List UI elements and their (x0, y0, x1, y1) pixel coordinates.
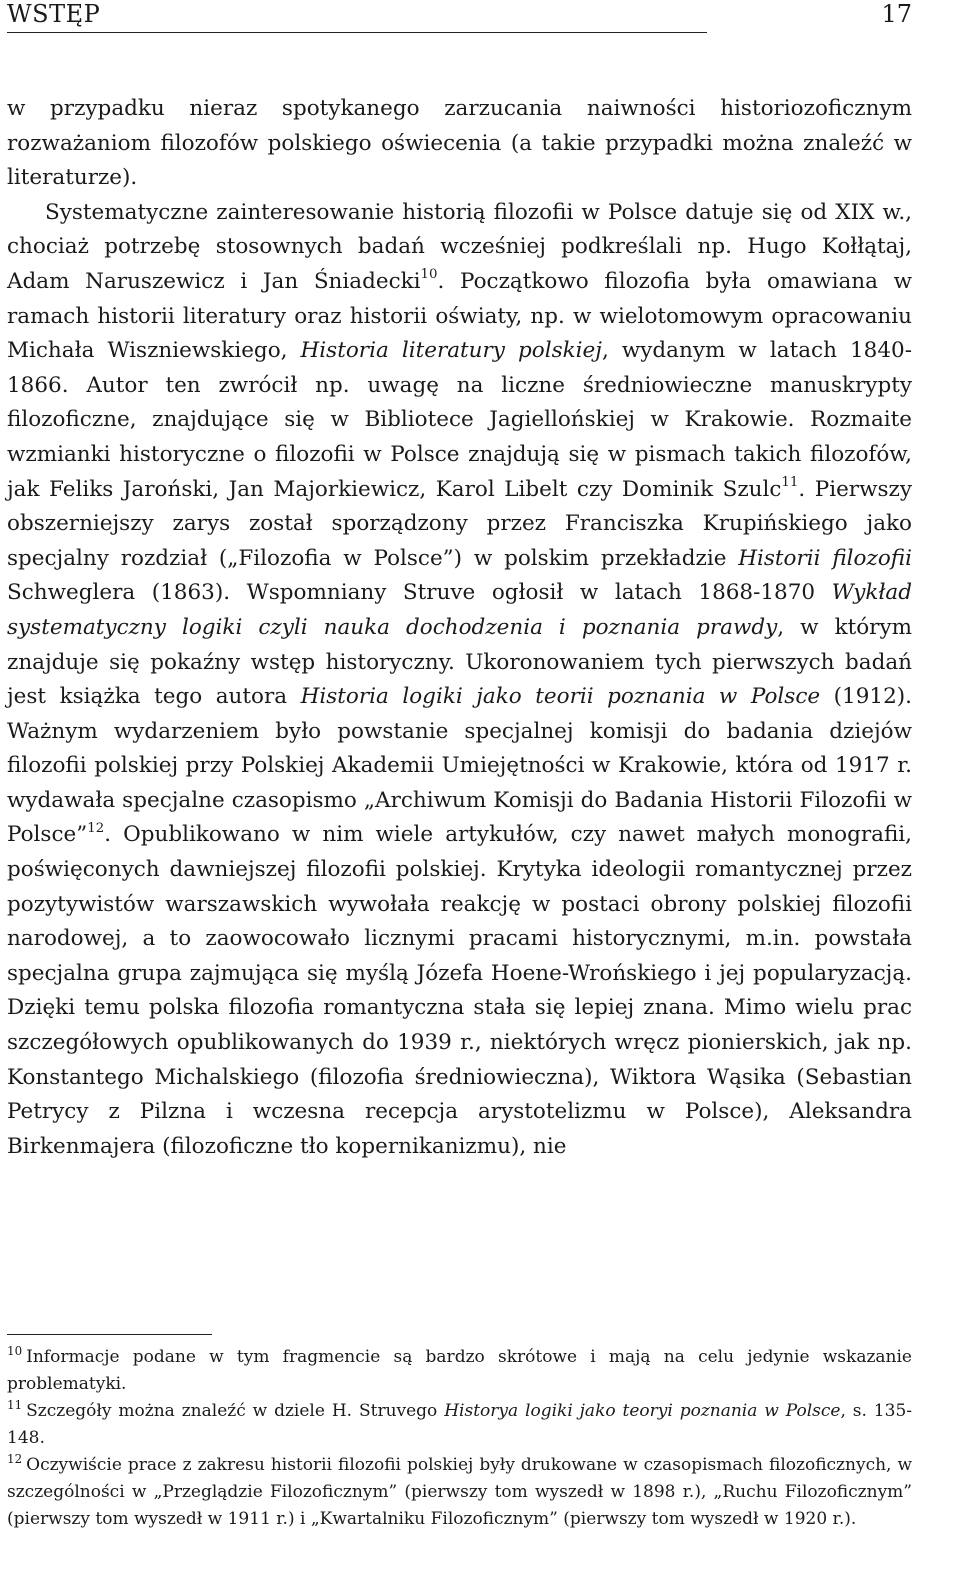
footnote-10-text: Informacje podane w tym fragmencie są bardzo skrótowe i mają na celu jedynie wskazanie problematyki. (7, 1347, 912, 1394)
footnote-12-text: Oczywiście prace z zakresu historii filozofii polskiej były drukowane w czasopismach filozoficznych, w szczególności w „Przeglądzie Filozoficznym” (pierwszy tom wyszedł w 1898 r.), „Ruchu Filozoficznym” (pierwszy tom wyszedł w 1911 r.) i „Kwartalniku Filozoficznym” (pierwszy tom wyszedł w 1920 r.). (7, 1455, 912, 1529)
footnote-11-title: Historya logiki jako teoryi poznania w Polsce (444, 1401, 841, 1421)
footnote-ref-11[interactable]: 11 (781, 475, 799, 491)
paragraph-2-text-2: . Początkowo filozofia była omawiana w ramach historii literatury oraz historii oświaty, np. w wielotomowym opracowaniu Michała Wiszniewskiego, (7, 268, 913, 364)
paragraph-1-text: w przypadku nieraz spotykanego zarzucania naiwności historiozoficznym rozważaniom filozofów polskiego oświecenia (a takie przypadki można znaleźć w literaturze). (7, 96, 912, 191)
header-rule (7, 32, 707, 33)
paragraph-2-text-7: (1912). Ważnym wydarzeniem było powstanie specjalnej komisji do badania dziejów filozofii polskiej przy Polskiej Akademii Umiejętności w Krakowie, która od 1917 r. wydawała specjalne czasopismo „Archiwum Komisji do Badania Historii Filozofii w Polsce” (7, 684, 912, 848)
paragraph-2-text-8: . Opublikowano w nim wiele artykułów, czy nawet małych monografii, poświęconych dawniejszej filozofii polskiej. Krytyka ideologii romantycznej przez pozytywistów warszawskich wywołała reakcję w postaci obrony polskiej filozofii narodowej, a to zaowocowało licznymi pracami historycznymi, m.in. powstała specjalna grupa zajmująca się myślą Józefa Hoene-Wrońskiego i jej popularyzacją. Dzięki temu polska filozofia romantyczna stała się lepiej znana. Mimo wielu prac szczegółowych opublikowanych do 1939 r., niektórych wręcz pionierskich, jak np. Konstantego Michalskiego (filozofia średniowieczna), Wiktora Wąsika (Sebastian Petrycy z Pilzna i wczesna recepcja arystotelizmu w Polsce), Aleksandra Birkenmajera (filozoficzne tło kopernikanizmu), nie (7, 822, 912, 1159)
paragraph-2-text-1: Systematyczne zainteresowanie historią filozofii w Polsce datuje się od XIX w., chociaż potrzebę stosownych badań wcześniej podkreślali np. Hugo Kołłątaj, Adam Naruszewicz i Jan Śniadecki (7, 199, 912, 294)
footnote-10 (7, 1344, 912, 1398)
footnote-number-11: 11 (7, 1398, 23, 1413)
footnote-rule (7, 1334, 212, 1335)
paragraph-2-text-5: Schweglera (1863). Wspomniany Struve ogłosił w latach 1868-1870 (7, 580, 832, 606)
book-title-historii-filozofii: Historii filozofii (738, 545, 912, 571)
book-title-historia-literatury: Historia literatury polskiej (300, 338, 602, 364)
footnote-12 (7, 1452, 912, 1533)
footnote-11-text-2: , s. 135-148. (7, 1401, 912, 1448)
footnote-ref-10[interactable]: 10 (420, 267, 438, 283)
paragraph-2-text-3: , wydanym w latach 1840-1866. Autor ten zwrócił np. uwagę na liczne średniowieczne manuskrypty filozoficzne, znajdujące się w Bibliotece Jagiellońskiej w Krakowie. Rozmaite wzmianki historyczne o filozofii w Polsce znajdują się w pismach takich filozofów, jak Feliks Jaroński, Jan Majorkiewicz, Karol Libelt czy Dominik Szulc (7, 338, 912, 502)
paragraph-2-text-4: . Pierwszy obszerniejszy zarys został sporządzony przez Franciszka Krupińskiego jako specjalny rozdział („Filozofia w Polsce”) w polskim przekładzie (7, 476, 912, 571)
footnote-11-text-1: Szczegóły można znaleźć w dziele H. Struvego (26, 1401, 445, 1421)
footnote-ref-12[interactable]: 12 (87, 820, 105, 836)
body-text (7, 92, 912, 1164)
page-header (7, 0, 912, 30)
footnote-number-12: 12 (7, 1452, 23, 1467)
paragraph-2-text-6: , w którym znajduje się pokaźny wstęp historyczny. Ukoronowaniem tych pierwszych badań jest książka tego autora (7, 614, 912, 710)
running-title: WSTĘP (7, 0, 101, 28)
footnotes (7, 1344, 912, 1533)
book-title-wyklad-logiki: Wykład systematyczny logiki czyli nauka dochodzenia i poznania prawdy (7, 580, 912, 640)
footnote-number-10: 10 (7, 1344, 23, 1359)
footnote-11 (7, 1398, 912, 1452)
paragraph-1 (7, 92, 912, 196)
paragraph-2 (7, 196, 912, 1165)
book-title-historia-logiki: Historia logiki jako teorii poznania w Polsce (300, 684, 821, 710)
page-number: 17 (881, 0, 912, 28)
